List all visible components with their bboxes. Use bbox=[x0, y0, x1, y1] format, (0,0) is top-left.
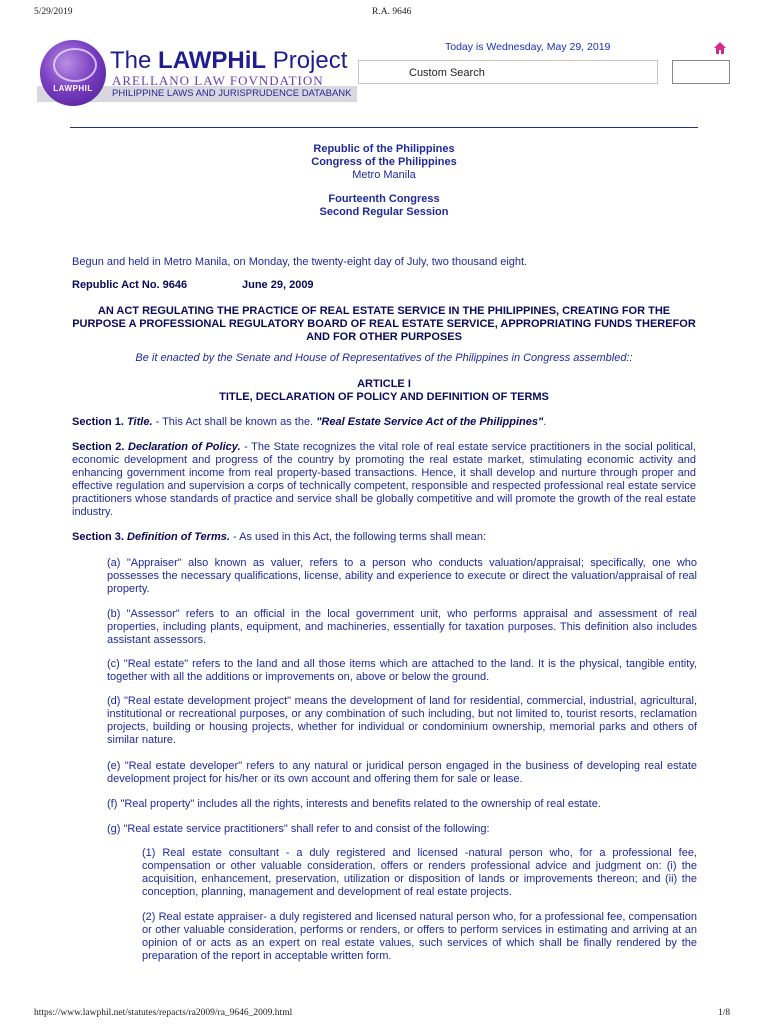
definition-b: (b) "Assessor" refers to an official in the local government unit, who performs appraisal and assessment of real properties, including plants, equipment, and machineries, essentially for taxation purposes. This definition also includes assistant assessors. bbox=[107, 608, 697, 646]
print-url: https://www.lawphil.net/statutes/repacts/ra2009/ra_9646_2009.html bbox=[34, 1008, 293, 1018]
section-3: Section 3. Definition of Terms. - As used in this Act, the following terms shall mean: bbox=[72, 531, 487, 543]
logo-circle-text: LAWPHIL bbox=[53, 84, 93, 93]
heading-metro-manila: Metro Manila bbox=[352, 169, 416, 181]
print-title: R.A. 9646 bbox=[372, 7, 412, 17]
custom-search-input[interactable]: Custom Search bbox=[358, 60, 658, 84]
site-title[interactable]: The LAWPHiL Project bbox=[110, 47, 348, 74]
act-title: AN ACT REGULATING THE PRACTICE OF REAL ESTATE SERVICE IN THE PHILIPPINES, CREATING FOR THE PURPOSE A PROFESSIONAL REGULATORY BOARD OF REAL ESTATE SERVICE, APPROPRIATING FUNDS THEREFOR AND FOR OTHER PURPOSES bbox=[72, 305, 696, 343]
definition-f: (f) "Real property" includes all the rights, interests and benefits related to the ownership of real estate. bbox=[107, 798, 601, 810]
definition-d: (d) "Real estate development project" means the development of land for residential, commercial, industrial, agricultural, institutional or recreational purposes, or any combination of such including, but not limited to, tourist resorts, reclamation projects, building or housing projects, whether for individual or condominium ownership, memorial parks and others of similar nature. bbox=[107, 695, 697, 746]
section-1: Section 1. Title. - This Act shall be known as the. "Real Estate Service Act of the Philippines". bbox=[72, 416, 547, 428]
act-date: June 29, 2009 bbox=[242, 279, 314, 291]
site-tagline: PHILIPPINE LAWS AND JURISPRUDENCE DATABANK bbox=[112, 88, 352, 99]
heading-session: Second Regular Session bbox=[319, 206, 449, 218]
act-number: Republic Act No. 9646 bbox=[72, 279, 188, 291]
today-date: Today is Wednesday, May 29, 2019 bbox=[445, 41, 611, 53]
heading-fourteenth-congress: Fourteenth Congress bbox=[328, 193, 440, 205]
site-subtitle: ARELLANO LAW FOVNDATION bbox=[112, 73, 324, 88]
article-title: TITLE, DECLARATION OF POLICY AND DEFINITION OF TERMS bbox=[219, 391, 549, 403]
search-button[interactable] bbox=[672, 60, 730, 84]
definition-a: (a) "Appraiser" also known as valuer, refers to a person who conducts valuation/appraisal; specifically, one who possesses the necessary qualifications, license, ability and experience to execute or direct the valuation/appraisal of real property. bbox=[107, 557, 697, 595]
definition-e: (e) "Real estate developer" refers to any natural or juridical person engaged in the business of developing real estate development project for his/her or its own account and offering them for sale or lease. bbox=[107, 760, 697, 785]
print-date: 5/29/2019 bbox=[34, 7, 73, 17]
lawphil-logo-icon[interactable] bbox=[40, 40, 106, 106]
definition-g1: (1) Real estate consultant - a duly registered and licensed -natural person who, for a professional fee, compensation or other valuable consideration, offers or renders professional advice and judgment on: (i) the acquisition, enhancement, preservation, utilization or disposition of lands or improvements thereon; and (ii) the conception, planning, management and development of real estate projects. bbox=[142, 847, 697, 898]
section-2: Section 2. Declaration of Policy. - The State recognizes the vital role of real estate service practitioners in the social political, economic development and progress of the country by promoting the real estate market, stimulating economic activity and enhancing government income from real property-based transactions. Hence, it shall develop and nurture through proper and effective regulation and supervision a corps of technically competent, responsible and respected professional real estate service practitioners whose standards of practice and service shall be globally competitive and will promote the growth of the real estate industry. bbox=[72, 441, 696, 518]
definition-g: (g) "Real estate service practitioners" shall refer to and consist of the following: bbox=[107, 823, 490, 835]
definition-g2: (2) Real estate appraiser- a duly registered and licensed natural person who, for a professional fee, compensation or other valuable consideration, performs or renders, or offers to perform services in estimating and arriving at an opinion of or acts as an expert on real estate values, such services of which shall be finally rendered by the preparation of the report in acceptable written form. bbox=[142, 911, 697, 962]
enacting-clause: Be it enacted by the Senate and House of Representatives of the Philippines in Congress assembled:: bbox=[135, 352, 633, 364]
begun-paragraph: Begun and held in Metro Manila, on Monday, the twenty-eight day of July, two thousand eight. bbox=[72, 256, 528, 268]
definition-c: (c) "Real estate" refers to the land and all those items which are attached to the land. It is the physical, tangible entity, together with all the additions or improvements on, above or below the ground. bbox=[107, 658, 697, 683]
home-icon[interactable] bbox=[713, 41, 727, 55]
header-divider bbox=[70, 127, 698, 128]
article-number: ARTICLE I bbox=[357, 378, 411, 390]
heading-congress: Congress of the Philippines bbox=[311, 156, 457, 168]
print-page-number: 1/8 bbox=[718, 1008, 731, 1018]
heading-republic: Republic of the Philippines bbox=[313, 143, 455, 155]
